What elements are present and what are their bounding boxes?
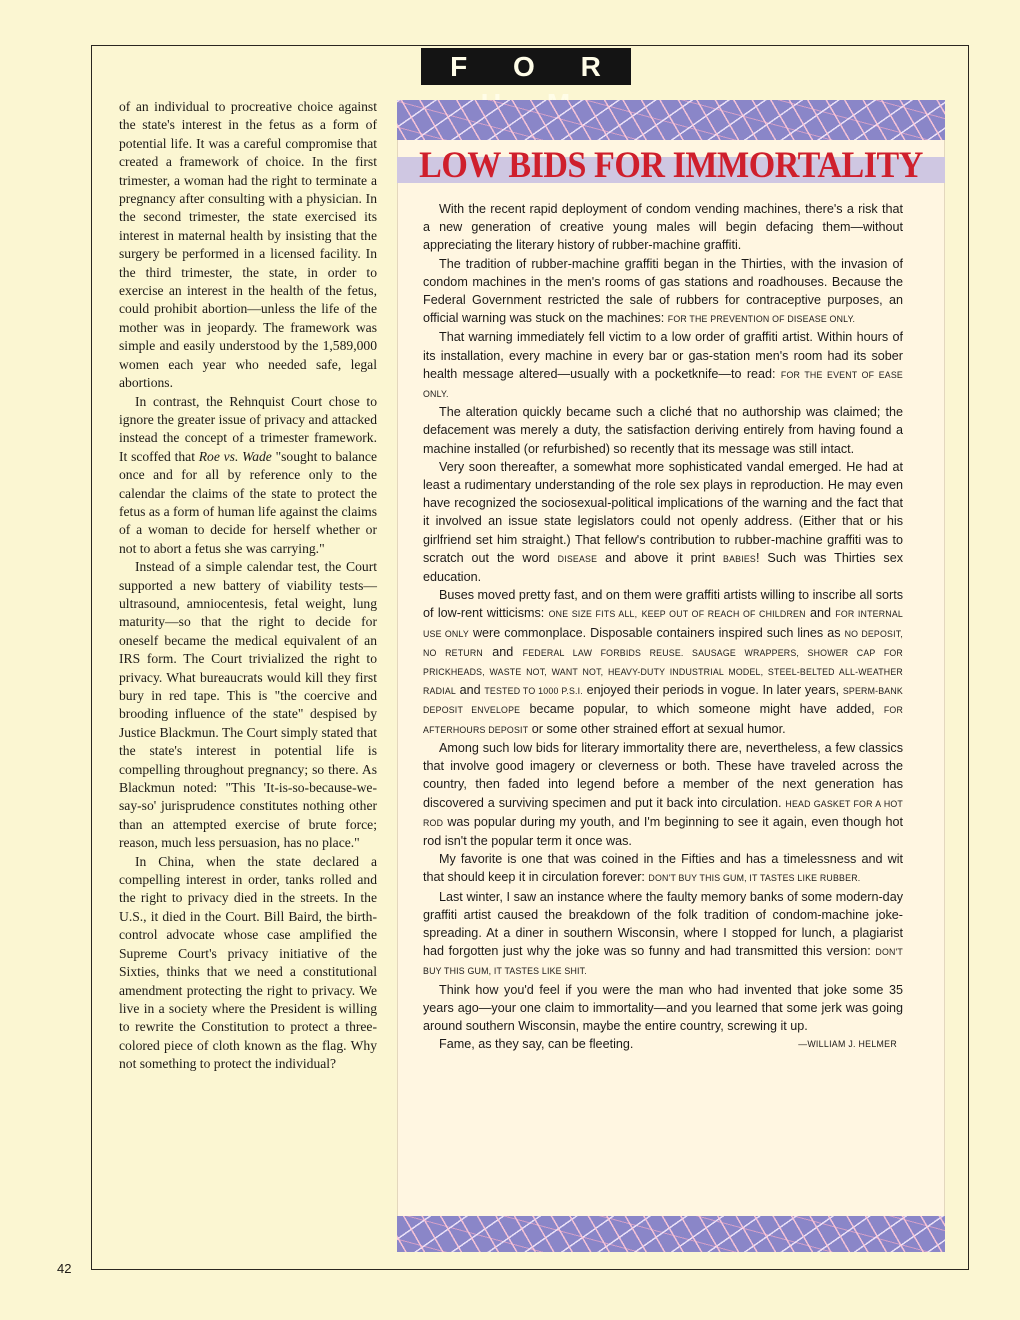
quoted-graffiti: HEAD GASKET FOR A HOT ROD: [423, 798, 904, 828]
text-run: or some other strained effort at sexual humor.: [528, 721, 786, 736]
article-paragraph: of an individual to procreative choice against the state's interest in the fetus as a form of potential life. It was a careful compromise that created a framework of choice. In the first trimester, a woman had the right to terminate a pregnancy after consulting with a physician. In the second trimester, the state exercised its interest in maternal health by insisting that the surgery be performed in a licensed facility. In the third trimester, the state, in order to exercise an interest in the health of the fetus, could prohibit abortion—unless the life of the mother was in jeopardy. The framework was simple and easily understood by the 1,589,000 women each year who needed safe, legal abortions.: [119, 99, 377, 391]
author-byline: —WILLIAM J. HELMER: [798, 1039, 897, 1050]
sidebar-body: [423, 200, 903, 1053]
text-run: were commonplace. Disposable containers inspired such lines as: [468, 625, 845, 640]
case-name: Roe vs. Wade: [198, 448, 272, 464]
text-run: Among such low bids for literary immortality there are, nevertheless, a few classics that involve good imagery or cleverness or both. These have traveled across the country, then faded into legend before a member of the next generation has discovered a surviving specimen and put it back into circulation.: [423, 740, 903, 810]
text-run: Very soon thereafter, a somewhat more sophisticated vandal emerged. He had at least a rudimentary understanding of the role sex plays in reproduction. He may even have recognized the sociosexual-political implications of the warning and the fact that it involved an issue state legislators could not openly address. (Either that or his girlfriend set him straight.) That fellow's contribution to rubber-machine graffiti was to scratch out the word: [423, 459, 903, 565]
quoted-graffiti: ONE SIZE FITS ALL,: [548, 609, 638, 620]
article-column: [119, 98, 377, 1074]
quoted-graffiti: NO DEPOSIT, NO RETURN: [423, 628, 903, 658]
article-paragraph: [119, 393, 377, 559]
text-run: "sought to balance once and for all by reference only to the calendar the claims of the state to protect the fetus as a form of human life against the claims of a woman to decide for herself whether or not to abort a fetus she was carrying.": [119, 448, 377, 556]
page-number: 42: [57, 1261, 72, 1276]
text-run: and: [482, 644, 523, 659]
text-run: In contrast, the Rehnquist Court chose to ignore the greater issue of privacy and attacked instead the concept of a trimester framework. It scoffed that: [119, 393, 377, 464]
text-run: ! Such was Thirties sex education.: [423, 550, 903, 585]
quoted-graffiti: FOR INTERNAL USE ONLY: [423, 609, 904, 639]
sidebar-paragraph: Think how you'd feel if you were the man who had invented that joke some 35 years ago—your one claim to immortality—and you learned that some jerk was going around southern Wisconsin, maybe the entire country, screwing it up.: [423, 982, 903, 1033]
sidebar-paragraph: [423, 888, 903, 981]
sidebar-closing-line: [423, 1035, 903, 1053]
quoted-graffiti: TESTED TO 1000 P.S.I.: [484, 686, 583, 697]
text-run: and: [805, 606, 836, 621]
quoted-graffiti: DON'T BUY THIS GUM, IT TASTES LIKE SHIT.: [423, 947, 903, 977]
text-run: and above it print: [597, 550, 724, 565]
article-paragraph: Instead of a simple calendar test, the Court supported a new battery of viability tests—ultrasound, amniocentesis, fetal weight, lung maturity—so that the right to decide for oneself became the medical equivalent of an IRS form. The Court trivialized the right to privacy. What bureaucrats would kill they first bury in red tape. This is "the coercive and brooding influence of the state" despised by Justice Blackmun. The Court simply stated that the state's interest in potential life is compelling throughout pregnancy; so there. As Blackmun noted: "This 'It-is-so-because-we-say-so' jurisprudence constitutes nothing other than an attempted exercise of brute force; reason, much less persuasion, has no place.": [119, 559, 377, 851]
quoted-graffiti: BABIES: [723, 553, 756, 564]
quoted-graffiti: FOR THE PREVENTION OF DISEASE ONLY.: [667, 314, 856, 325]
sidebar-title: LOW BIDS FOR IMMORTALITY: [419, 145, 923, 186]
quoted-graffiti: KEEP OUT OF REACH OF CHILDREN: [641, 609, 806, 620]
sidebar-box: [397, 100, 945, 1252]
text-run: and: [455, 683, 485, 698]
quoted-graffiti: SPERM-BANK DEPOSIT ENVELOPE: [423, 686, 903, 716]
quoted-graffiti: DISEASE: [557, 553, 598, 564]
sidebar-paragraph: With the recent rapid deployment of condom vending machines, there's a risk that a new generation of creative young males will begin defacing them—without appreciating the literary history of rubber-machine graffiti.: [423, 202, 903, 253]
sidebar-paragraph: [423, 255, 903, 329]
sidebar-paragraph: [423, 328, 903, 403]
sidebar-paragraph: [423, 739, 903, 850]
quoted-graffiti: DON'T BUY THIS GUM, IT TASTES LIKE RUBBER.: [648, 873, 861, 884]
decorative-pattern-bottom: [397, 1216, 945, 1252]
sidebar-paragraph: [423, 586, 903, 739]
sidebar-paragraph: [423, 850, 903, 887]
text-run: enjoyed their periods in vogue. In later years,: [582, 683, 843, 698]
sidebar-paragraph: [423, 458, 903, 586]
text-run: The tradition of rubber-machine graffiti began in the Thirties, with the invasion of condom machines in the men's rooms of gas stations and roadhouses. Because the Federal Government restricted the sale of rubbers for contraceptive purposes, an official warning was stuck on the machines:: [423, 256, 903, 326]
text-run: My favorite is one that was coined in the Fifties and has a timelessness and wit that should keep it in circulation forever:: [423, 852, 903, 885]
decorative-pattern-top: [397, 100, 945, 140]
text-run: was popular during my youth, and I'm beginning to see it again, even though hot rod isn't the popular term it once was.: [423, 814, 903, 848]
text-run: Last winter, I saw an instance where the faulty memory banks of some modern-day graffiti artist caused the breakdown of the folk tradition of condom-machine joke-spreading. At a diner in southern Wisconsin, where I stopped for lunch, a plagiarist had forgotten just why the joke was so funny and had transmitted this version:: [423, 889, 903, 959]
text-run: Buses moved pretty fast, and on them were graffiti artists willing to inscribe all sorts of low-rent witticisms:: [423, 588, 903, 621]
section-tag: F O R: [421, 48, 631, 85]
article-paragraph: In China, when the state declared a compelling interest in order, tanks rolled and the right to privacy died in the streets. In the U.S., it died in the Court. Bill Baird, the birth-control advocate whose case amplified the Supreme Court's privacy initiative of the Sixties, thinks that we need a constitutional amendment protecting the right to privacy. We live in a society where the President is willing to rewrite the Constitution to protect a three-colored piece of cloth known as the flag. Why not something to protect the individual?: [119, 853, 377, 1072]
text-run: became popular, to which someone might have added,: [520, 702, 884, 717]
closing-text: Fame, as they say, can be fleeting.: [439, 1037, 634, 1052]
quoted-graffiti: FEDERAL LAW FORBIDS REUSE. SAUSAGE WRAPPERS, SHOWER CAP FOR PRICKHEADS, WASTE NOT, WANT NOT, HEAVY-DUTY INDUSTRIAL MODEL, STEEL-BELTED ALL-WEATHER RADIAL: [423, 647, 903, 697]
quoted-graffiti: FOR AFTERHOURS DEPOSIT: [423, 705, 903, 735]
quoted-graffiti: FOR THE EVENT OF EASE ONLY.: [423, 369, 903, 400]
text-run: That warning immediately fell victim to a low order of graffiti artist. Within hours of its installation, every machine in every bar or gas-station men's room had its sober health message altered—usually with a pocketknife—to read:: [423, 330, 903, 381]
sidebar-paragraph: The alteration quickly became such a cliché that no authorship was claimed; the defacement was merely a duty, the satisfaction deriving entirely from having found a machine installed (or refurbished) so recently that its message was still intact.: [423, 405, 903, 456]
